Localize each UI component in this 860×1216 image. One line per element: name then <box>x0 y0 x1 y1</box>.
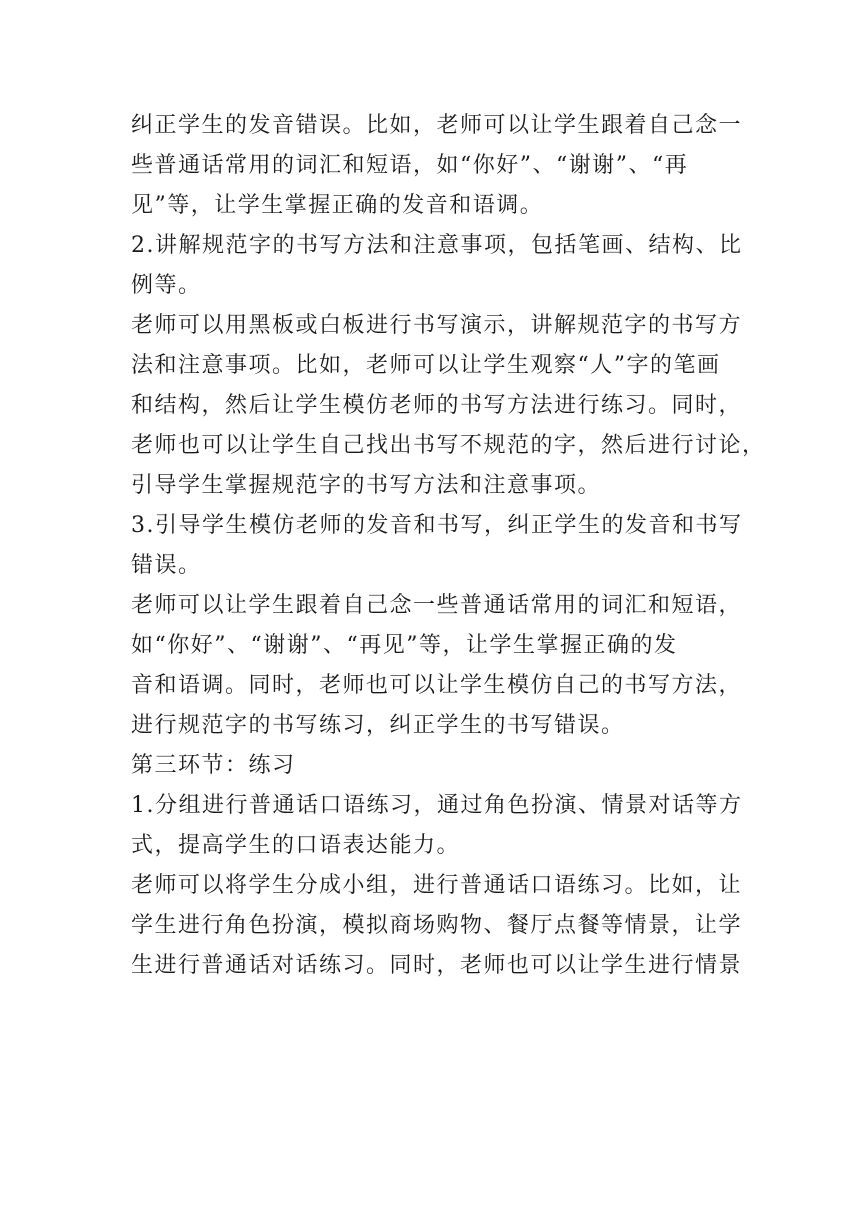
text-line: 些普通话常用的词汇和短语，如“你好”、“谢谢”、“再 <box>131 153 689 178</box>
text-line: 引导学生掌握规范字的书写方法和注意事项。 <box>131 473 602 498</box>
text-line: 学生进行角色扮演，模拟商场购物、餐厅点餐等情景，让学 <box>131 913 743 938</box>
text-line: 老师可以让学生跟着自己念一些普通话常用的词汇和短语， <box>131 593 743 618</box>
text-line: 例等。 <box>131 273 202 298</box>
text-line: 见”等，让学生掌握正确的发音和语调。 <box>131 193 544 218</box>
text-line: 老师也可以让学生自己找出书写不规范的字，然后进行讨论， <box>131 433 766 458</box>
text-line: 老师可以用黑板或白板进行书写演示，讲解规范字的书写方 <box>131 313 743 338</box>
section-heading: 第三环节：练习 <box>131 753 296 778</box>
text-line: 纠正学生的发音错误。比如，老师可以让学生跟着自己念一 <box>131 113 743 138</box>
text-line: 老师可以将学生分成小组，进行普通话口语练习。比如，让 <box>131 873 743 898</box>
text-line: 错误。 <box>131 553 202 578</box>
text-line: 式，提高学生的口语表达能力。 <box>131 833 461 858</box>
text-line: 3.引导学生模仿老师的发音和书写，纠正学生的发音和书写 <box>131 513 743 538</box>
text-line: 进行规范字的书写练习，纠正学生的书写错误。 <box>131 713 625 738</box>
text-line: 音和语调。同时，老师也可以让学生模仿自己的书写方法， <box>131 673 743 698</box>
text-line: 1.分组进行普通话口语练习，通过角色扮演、情景对话等方 <box>131 793 743 818</box>
text-line: 2.讲解规范字的书写方法和注意事项，包括笔画、结构、比 <box>131 233 743 258</box>
text-line: 法和注意事项。比如，老师可以让学生观察“人”字的笔画 <box>131 353 721 378</box>
text-line: 如“你好”、“谢谢”、“再见”等，让学生掌握正确的发 <box>131 633 678 658</box>
text-line: 和结构，然后让学生模仿老师的书写方法进行练习。同时， <box>131 393 743 418</box>
document-body <box>131 106 766 986</box>
text-line: 生进行普通话对话练习。同时，老师也可以让学生进行情景 <box>131 953 743 978</box>
